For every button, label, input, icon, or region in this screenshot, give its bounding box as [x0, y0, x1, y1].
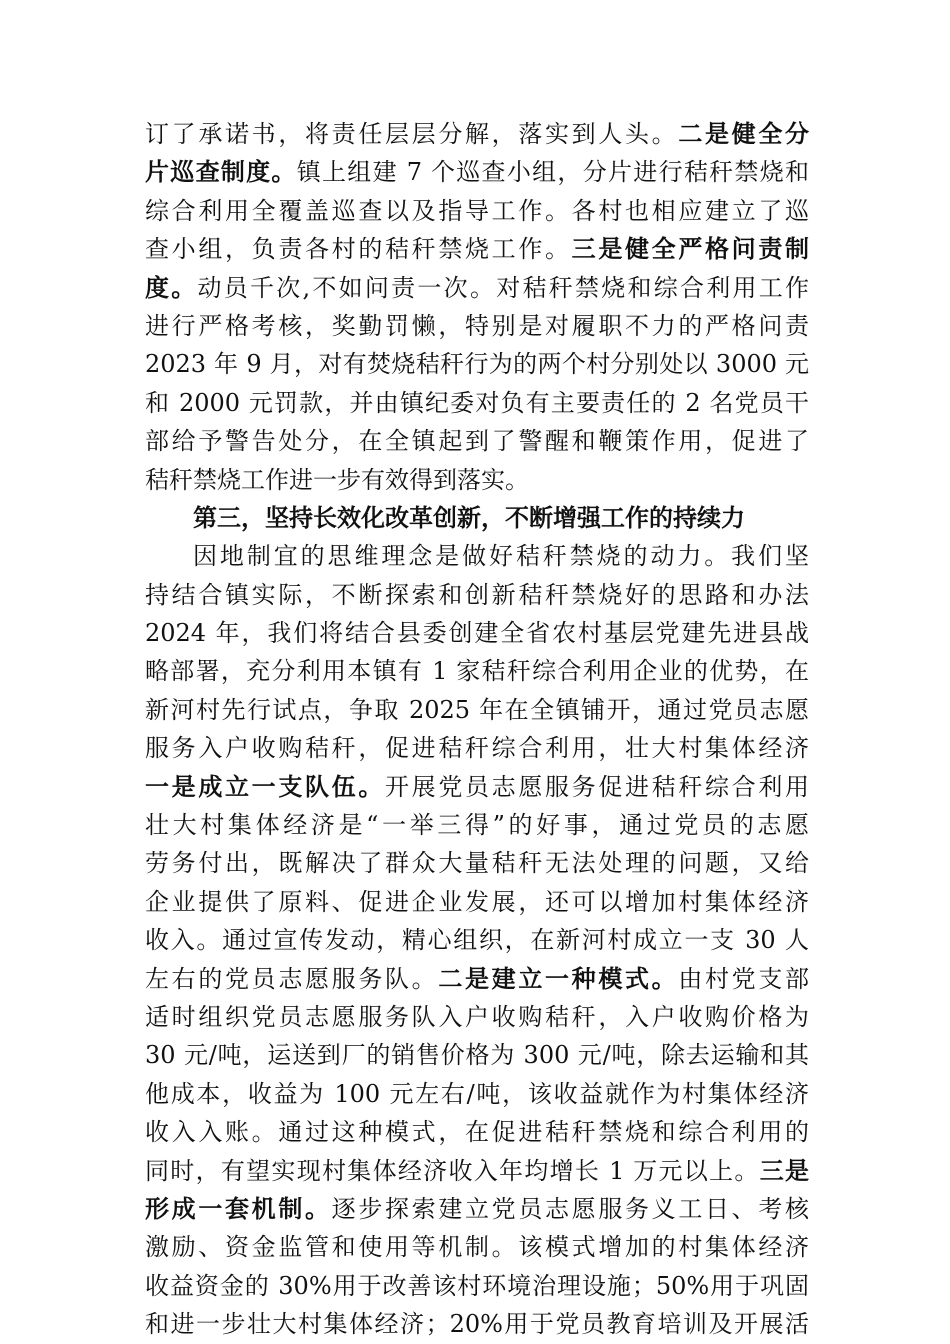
- text-line: 适时组织党员志愿服务队入户收购秸秆，入户收购价格为: [145, 1002, 809, 1031]
- bold-subheading: 片巡查制度。: [145, 158, 297, 187]
- bold-subheading: 二是健全分: [678, 120, 810, 148]
- text-line: 壮大村集体经济是“一举三得”的好事，通过党员的志愿: [145, 811, 809, 840]
- text-line: 略部署，充分利用本镇有 1 家秸秆综合利用企业的优势，在: [145, 657, 809, 686]
- document-body: [145, 115, 809, 1344]
- text-line: 服务入户收购秸秆，促进秸秆综合利用，壮大村集体经济: [145, 734, 809, 763]
- body-text: 订了承诺书，将责任层层分解，落实到人头。: [145, 120, 679, 148]
- text-line: [145, 269, 809, 307]
- text-line: [145, 1190, 809, 1228]
- text-line: 2023 年 9 月，对有焚烧秸秆行为的两个村分别处以 3000 元: [145, 350, 809, 379]
- text-line: 持结合镇实际，不断探索和创新秸秆禁烧好的思路和办法: [145, 580, 809, 609]
- bold-subheading: 度。: [145, 273, 198, 302]
- bold-subheading: 形成一套机制。: [145, 1194, 332, 1223]
- text-line: [145, 230, 809, 268]
- text-line: 劳务付出，既解决了群众大量秸秆无法处理的问题，又给: [145, 849, 809, 878]
- text-line: 企业提供了原料、促进企业发展，还可以增加村集体经济: [145, 887, 809, 916]
- text-line: 秸秆禁烧工作进一步有效得到落实。: [145, 465, 529, 494]
- bold-subheading: 三是: [759, 1156, 810, 1185]
- text-line: [145, 960, 809, 998]
- text-line: 和进一步壮大村集体经济；20%用于党员教育培训及开展活: [145, 1310, 809, 1339]
- text-line: [145, 1152, 809, 1190]
- text-line: [145, 153, 809, 191]
- text-line: 收入入账。通过这种模式，在促进秸秆禁烧和综合利用的: [145, 1118, 809, 1147]
- body-text: 镇上组建 7 个巡查小组，分片进行秸秆禁烧和: [296, 158, 810, 187]
- text-line: 收益资金的 30%用于改善该村环境治理设施；50%用于巩固: [145, 1271, 809, 1300]
- text-line: 新河村先行试点，争取 2025 年在全镇铺开，通过党员志愿: [145, 695, 809, 724]
- body-text: 动员千次,不如问责一次。对秸秆禁烧和综合利用工作: [197, 273, 809, 302]
- text-line: 综合利用全覆盖巡查以及指导工作。各村也相应建立了巡: [145, 196, 809, 225]
- body-text: 同时，有望实现村集体经济收入年均增长 1 万元以上。: [145, 1156, 760, 1185]
- text-line: [145, 768, 809, 806]
- text-line: 2024 年，我们将结合县委创建全省农村基层党建先进县战: [145, 619, 809, 648]
- text-line: 激励、资金监管和使用等机制。该模式增加的村集体经济: [145, 1233, 809, 1262]
- text-line: 收入。通过宣传发动，精心组织，在新河村成立一支 30 人: [145, 926, 809, 955]
- bold-subheading: 三是健全严格问责制: [571, 235, 810, 264]
- text-line: [145, 115, 809, 153]
- body-text: 由村党支部: [678, 964, 810, 993]
- text-line: 因地制宜的思维理念是做好秸秆禁烧的动力。我们坚: [193, 542, 809, 571]
- text-line: 和 2000 元罚款，并由镇纪委对负有主要责任的 2 名党员干: [145, 388, 809, 417]
- body-text: 逐步探索建立党员志愿服务义工日、考核: [331, 1194, 810, 1223]
- text-line: 30 元/吨，运送到厂的销售价格为 300 元/吨，除去运输和其: [145, 1041, 809, 1070]
- bold-subheading: 二是建立一种模式。: [438, 964, 679, 993]
- bold-subheading: 一是成立一支队伍。: [145, 772, 385, 801]
- text-line: 部给予警告处分，在全镇起到了警醒和鞭策作用，促进了: [145, 427, 809, 456]
- body-text: 查小组，负责各村的秸秆禁烧工作。: [145, 235, 572, 264]
- body-text: 开展党员志愿服务促进秸秆综合利用: [385, 772, 809, 801]
- section-heading: 第三，坚持长效化改革创新，不断增强工作的持续力: [193, 503, 745, 532]
- body-text: 左右的党员志愿服务队。: [145, 964, 439, 993]
- text-line: 他成本，收益为 100 元左右/吨，该收益就作为村集体经济: [145, 1079, 809, 1108]
- text-line: 进行严格考核，奖勤罚懒，特别是对履职不力的严格问责: [145, 311, 809, 340]
